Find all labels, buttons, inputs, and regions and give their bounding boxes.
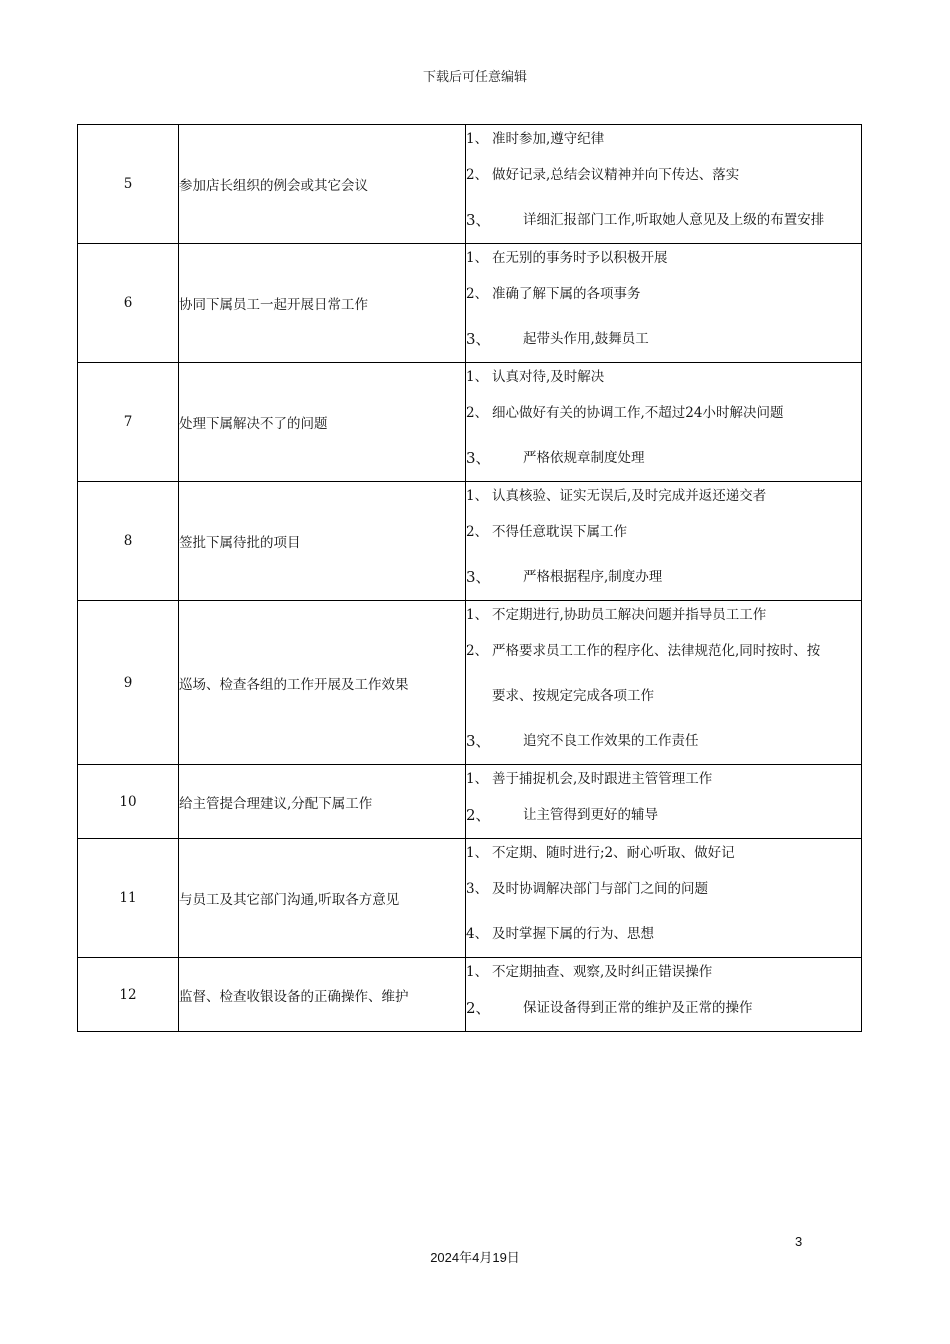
standard-item bbox=[466, 867, 861, 912]
table-row bbox=[78, 482, 862, 601]
standard-item-text: 让主管得到更好的辅导 bbox=[523, 807, 658, 823]
task-description: 给主管提合理建议,分配下属工作 bbox=[179, 765, 466, 839]
standard-item-number: 3、 bbox=[466, 449, 491, 467]
standard-item-number: 3、 bbox=[466, 330, 491, 348]
standard-item-number: 2、 bbox=[466, 524, 489, 540]
standards-cell bbox=[466, 839, 862, 958]
standard-item bbox=[466, 391, 861, 436]
table-row bbox=[78, 125, 862, 244]
standard-item bbox=[466, 555, 861, 600]
standards-cell bbox=[466, 482, 862, 601]
standard-item-number: 2、 bbox=[466, 643, 489, 659]
standard-item bbox=[466, 436, 861, 481]
standard-item bbox=[466, 601, 861, 629]
standards-cell bbox=[466, 363, 862, 482]
standard-item bbox=[466, 363, 861, 391]
standard-item-text: 细心做好有关的协调工作,不超过24小时解决问题 bbox=[492, 405, 784, 421]
row-number: 11 bbox=[78, 839, 179, 958]
standard-item bbox=[466, 958, 861, 986]
standard-item-text: 保证设备得到正常的维护及正常的操作 bbox=[523, 1000, 753, 1016]
task-description: 处理下属解决不了的问题 bbox=[179, 363, 466, 482]
table-row bbox=[78, 244, 862, 363]
standard-item-number: 1、 bbox=[466, 771, 489, 787]
row-number: 9 bbox=[78, 601, 179, 765]
task-description: 与员工及其它部门沟通,听取各方意见 bbox=[179, 839, 466, 958]
standard-item-number: 2、 bbox=[466, 405, 489, 421]
standard-item-number: 3、 bbox=[466, 568, 491, 586]
row-number: 12 bbox=[78, 958, 179, 1032]
standards-cell bbox=[466, 958, 862, 1032]
standard-item-text: 追究不良工作效果的工作责任 bbox=[523, 733, 699, 749]
table-row bbox=[78, 765, 862, 839]
standard-item-text: 准时参加,遵守纪律 bbox=[492, 131, 605, 147]
standard-item bbox=[466, 719, 861, 764]
duty-table-body bbox=[78, 125, 862, 1032]
standard-item bbox=[466, 482, 861, 510]
standard-item bbox=[466, 986, 861, 1031]
standard-item-text: 及时掌握下属的行为、思想 bbox=[492, 926, 654, 942]
table-row bbox=[78, 839, 862, 958]
standard-item bbox=[466, 629, 861, 674]
task-description: 协同下属员工一起开展日常工作 bbox=[179, 244, 466, 363]
standard-item bbox=[466, 272, 861, 317]
standard-item-text: 善于捕捉机会,及时跟进主管管理工作 bbox=[492, 771, 713, 787]
standard-item-number: 1、 bbox=[466, 488, 489, 504]
standard-item bbox=[466, 198, 861, 243]
standard-item-number: 1、 bbox=[466, 250, 489, 266]
duty-table bbox=[77, 124, 862, 1032]
standard-item-text: 认真核验、证实无误后,及时完成并返还递交者 bbox=[492, 488, 767, 504]
task-description: 巡场、检查各组的工作开展及工作效果 bbox=[179, 601, 466, 765]
row-number: 8 bbox=[78, 482, 179, 601]
standard-item-number: 1、 bbox=[466, 607, 489, 623]
page-header: 下载后可任意编辑 bbox=[422, 70, 527, 85]
footer-date: 2024年4月19日 bbox=[430, 1250, 520, 1265]
standards-cell bbox=[466, 125, 862, 244]
standard-item-text: 严格依规章制度处理 bbox=[523, 450, 645, 466]
standard-item-number: 2、 bbox=[466, 286, 489, 302]
standard-item-number: 2、 bbox=[466, 999, 491, 1017]
standard-item-text: 不得任意耽误下属工作 bbox=[492, 524, 627, 540]
standard-item-text: 不定期、随时进行;2、耐心听取、做好记 bbox=[492, 845, 735, 861]
standard-item-number: 3、 bbox=[466, 881, 489, 897]
standard-item-text: 严格要求员工工作的程序化、法律规范化,同时按时、按 bbox=[492, 643, 821, 659]
standard-item-number: 1、 bbox=[466, 131, 489, 147]
row-number: 5 bbox=[78, 125, 179, 244]
standard-item-text: 不定期进行,协助员工解决问题并指导员工工作 bbox=[492, 607, 767, 623]
task-description: 监督、检查收银设备的正确操作、维护 bbox=[179, 958, 466, 1032]
standards-cell bbox=[466, 244, 862, 363]
standards-cell bbox=[466, 601, 862, 765]
row-number: 6 bbox=[78, 244, 179, 363]
task-description: 签批下属待批的项目 bbox=[179, 482, 466, 601]
table-row bbox=[78, 363, 862, 482]
standard-item bbox=[466, 510, 861, 555]
standard-item bbox=[466, 765, 861, 793]
standard-item-number: 1、 bbox=[466, 845, 489, 861]
standard-item bbox=[466, 125, 861, 153]
standard-item bbox=[466, 839, 861, 867]
standard-item-number: 2、 bbox=[466, 167, 489, 183]
standard-item-number: 1、 bbox=[466, 964, 489, 980]
standard-item-text: 及时协调解决部门与部门之间的问题 bbox=[492, 881, 708, 897]
standards-cell bbox=[466, 765, 862, 839]
standard-item-text: 严格根据程序,制度办理 bbox=[523, 569, 663, 585]
standard-item-text: 认真对待,及时解决 bbox=[492, 369, 605, 385]
standard-item-text: 起带头作用,鼓舞员工 bbox=[523, 331, 649, 347]
standard-item-number: 3、 bbox=[466, 211, 491, 229]
standard-item bbox=[466, 153, 861, 198]
table-row bbox=[78, 958, 862, 1032]
standard-item bbox=[466, 793, 861, 838]
standard-item bbox=[466, 674, 861, 719]
standard-item-text: 要求、按规定完成各项工作 bbox=[492, 688, 654, 704]
standard-item-text: 详细汇报部门工作,听取她人意见及上级的布置安排 bbox=[523, 212, 825, 228]
standard-item-number: 4、 bbox=[466, 926, 489, 942]
table-row bbox=[78, 601, 862, 765]
task-description: 参加店长组织的例会或其它会议 bbox=[179, 125, 466, 244]
standard-item-number: 2、 bbox=[466, 806, 491, 824]
page-number: 3 bbox=[795, 1234, 803, 1249]
standard-item-number: 3、 bbox=[466, 732, 491, 750]
row-number: 10 bbox=[78, 765, 179, 839]
standard-item-number: 1、 bbox=[466, 369, 489, 385]
standard-item-text: 不定期抽查、观察,及时纠正错误操作 bbox=[492, 964, 713, 980]
standard-item bbox=[466, 317, 861, 362]
standard-item-text: 做好记录,总结会议精神并向下传达、落实 bbox=[492, 167, 740, 183]
standard-item-text: 在无别的事务时予以积极开展 bbox=[492, 250, 668, 266]
standard-item bbox=[466, 912, 861, 957]
row-number: 7 bbox=[78, 363, 179, 482]
standard-item-text: 准确了解下属的各项事务 bbox=[492, 286, 641, 302]
standard-item bbox=[466, 244, 861, 272]
